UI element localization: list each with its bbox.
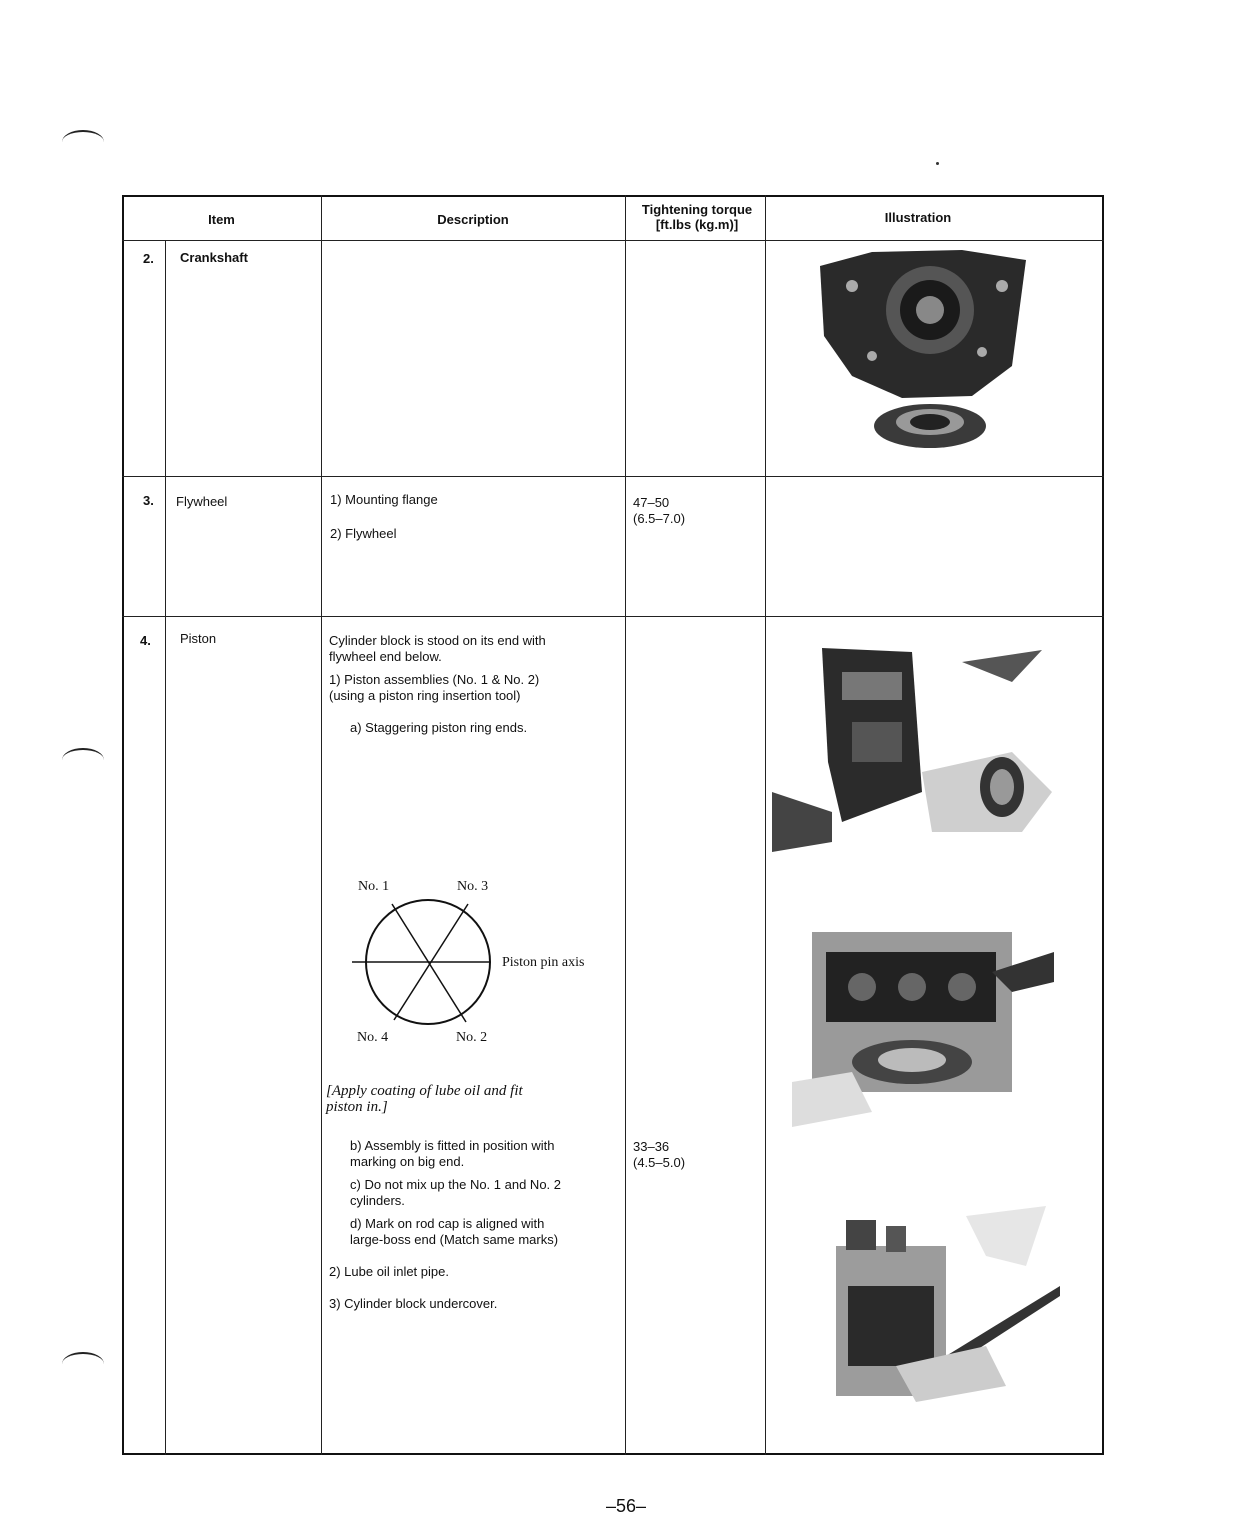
page-number: –56– (606, 1496, 647, 1516)
piston-step-2: 2) Lube oil inlet pipe. (329, 1264, 449, 1279)
piston-torque-kgm: (4.5–5.0) (633, 1155, 686, 1170)
header-torque-line2: [ft.lbs (kg.m)] (655, 217, 739, 232)
label-no4: No. 4 (357, 1030, 389, 1045)
row-number: 2. (143, 251, 154, 266)
binder-hole-mark (62, 748, 104, 772)
table-header-divider (122, 240, 1104, 241)
table-row-divider (122, 616, 1104, 617)
piston-step-3: 3) Cylinder block undercover. (329, 1296, 498, 1311)
column-divider (765, 195, 766, 1455)
undercover-fitting-photo (796, 1206, 1060, 1402)
piston-assembly-photo (792, 912, 1054, 1132)
flywheel-torque-ftlbs: 47–50 (633, 495, 670, 510)
ring-end-line-1-2 (392, 904, 466, 1022)
scan-speck (936, 162, 939, 165)
flywheel-torque-kgm: (6.5–7.0) (633, 511, 686, 526)
piston-intro-line1: Cylinder block is stood on its end with (329, 633, 546, 648)
label-no3: No. 3 (457, 879, 489, 894)
header-illustration: Illustration (884, 210, 952, 225)
row-item-name: Flywheel (176, 494, 228, 509)
piston-step-c-line1: c) Do not mix up the No. 1 and No. 2 (350, 1177, 561, 1192)
piston-torque-ftlbs: 33–36 (633, 1139, 670, 1154)
binder-hole-mark (62, 130, 104, 154)
row-number: 4. (140, 633, 151, 648)
flywheel-step-1: 1) Mounting flange (330, 492, 438, 507)
lube-note-line2: piston in.] (326, 1099, 388, 1115)
piston-step-d-line1: d) Mark on rod cap is aligned with (350, 1216, 545, 1231)
piston-step-b-line1: b) Assembly is fitted in position with (350, 1138, 555, 1153)
piston-step-b-line2: marking on big end. (350, 1154, 465, 1169)
number-column-divider (165, 240, 166, 1455)
label-piston-pin-axis: Piston pin axis (502, 955, 585, 970)
flywheel-step-2: 2) Flywheel (330, 526, 397, 541)
lube-note-line1: [Apply coating of lube oil and fit (326, 1083, 523, 1099)
piston-step-c-line2: cylinders. (350, 1193, 405, 1208)
label-no2: No. 2 (456, 1030, 488, 1045)
header-torque-line1: Tightening torque (641, 202, 753, 217)
header-torque (630, 202, 764, 232)
column-divider (625, 195, 626, 1455)
row-item-name: Piston (180, 631, 217, 646)
table-row-divider (122, 476, 1104, 477)
ring-end-diagram (340, 890, 510, 1040)
label-no1: No. 1 (358, 879, 390, 894)
piston-step-a: a) Staggering piston ring ends. (350, 720, 528, 735)
piston-step1-line1: 1) Piston assemblies (No. 1 & No. 2) (329, 672, 540, 687)
binder-hole-mark (62, 1352, 104, 1376)
piston-intro-line2: flywheel end below. (329, 649, 442, 664)
piston-insertion-photo (772, 642, 1072, 852)
crankshaft-photo (812, 246, 1040, 452)
piston-step-d-line2: large-boss end (Match same marks) (350, 1232, 559, 1247)
header-description: Description (437, 212, 509, 227)
row-number: 3. (143, 493, 154, 508)
column-divider (321, 195, 322, 1455)
piston-step1-line2: (using a piston ring insertion tool) (329, 688, 521, 703)
row-item-name: Crankshaft (180, 250, 248, 265)
header-item: Item (208, 212, 235, 227)
